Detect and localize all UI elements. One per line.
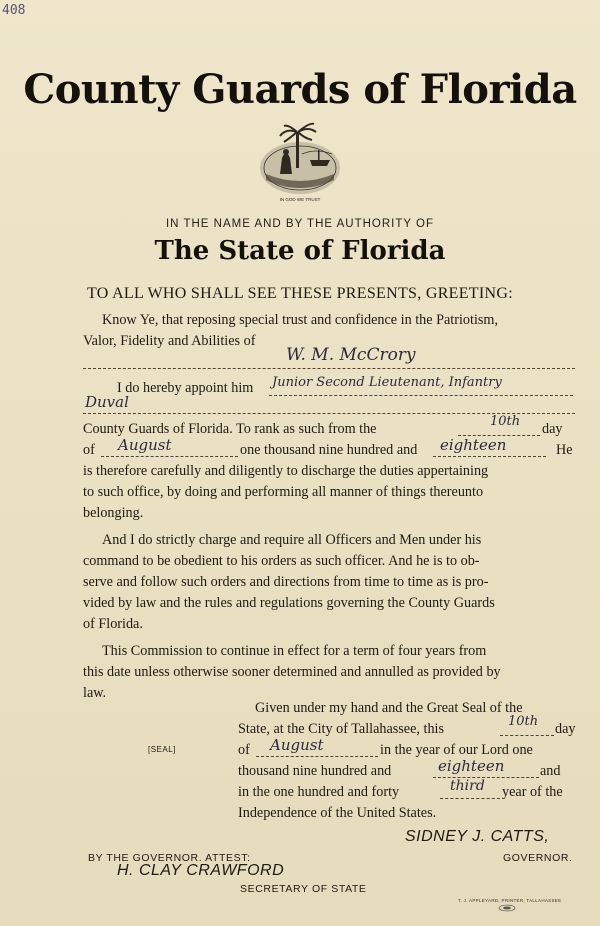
given-ordinal-filled: third xyxy=(450,778,485,794)
county-filled: Duval xyxy=(85,393,129,411)
printer-mark-icon xyxy=(498,904,516,912)
given-year-fill-line xyxy=(433,777,539,778)
para2-line2: command to be obedient to his orders as such officer. And he is to ob- xyxy=(83,553,480,569)
given-line4a: thousand nine hundred and xyxy=(238,763,392,779)
document-title: County Guards of Florida xyxy=(23,66,577,113)
para2-line4: vided by law and the rules and regulations governing the County Guards xyxy=(83,595,495,611)
given-line2b: day xyxy=(555,721,576,737)
given-line6: Independence of the United States. xyxy=(238,805,437,821)
para2-line5: of Florida. xyxy=(83,616,143,632)
rank-fill-line xyxy=(269,395,573,396)
para3-line3: law. xyxy=(83,685,107,701)
given-line1: Given under my hand and the Great Seal of the xyxy=(255,700,523,716)
seal-label: [SEAL] xyxy=(148,745,176,754)
given-line5a: in the one hundred and forty xyxy=(238,784,400,800)
secretary-title: SECRETARY OF STATE xyxy=(240,883,367,895)
printer-imprint: T. J. APPLEYARD, PRINTER, TALLAHASSEE xyxy=(458,898,562,903)
seal-motto: IN GOD WE TRUST xyxy=(279,197,321,202)
state-seal-vignette xyxy=(258,118,342,204)
rank-filled: Junior Second Lieutenant, Infantry xyxy=(272,375,502,390)
given-line5b: year of the xyxy=(502,784,563,800)
appoint-line4a: County Guards of Florida. To rank as such from the xyxy=(83,421,377,437)
appoint-line5b: one thousand nine hundred and xyxy=(240,442,418,458)
para1-line1: Know Ye, that reposing special trust and confidence in the Patriotism, xyxy=(102,312,498,328)
given-line2a: State, at the City of Tallahassee, this xyxy=(238,721,444,737)
given-line3b: in the year of our Lord one xyxy=(380,742,533,758)
appoint-line4b: day xyxy=(542,421,563,437)
para3-line1: This Commission to continue in effect for a term of four years from xyxy=(102,643,487,659)
appoint-line7: to such office, by doing and performing all manner of things thereunto xyxy=(83,484,484,500)
page-number: 408 xyxy=(2,3,26,18)
year-fill-line xyxy=(433,456,546,457)
governor-name: SIDNEY J. CATTS, xyxy=(405,828,550,845)
state-line: The State of Florida xyxy=(154,236,446,266)
para2-line3: serve and follow such orders and directions from time to time as is pro- xyxy=(83,574,489,590)
secretary-name: H. CLAY CRAWFORD xyxy=(117,862,285,879)
given-line3a: of xyxy=(238,742,250,758)
appoint-line6: is therefore carefully and diligently to discharge the duties appertaining xyxy=(83,463,489,479)
para3-line2: this date unless otherwise sooner determined and annulled as provided by xyxy=(83,664,501,680)
appoint-line5a: of xyxy=(83,442,95,458)
given-month-fill-line xyxy=(256,756,378,757)
para2-line1: And I do strictly charge and require all Officers and Men under his xyxy=(102,532,482,548)
given-ordinal-fill-line xyxy=(440,798,500,799)
para1-line2: Valor, Fidelity and Abilities of xyxy=(83,333,256,349)
name-fill-line xyxy=(83,368,575,369)
given-line4b: and xyxy=(540,763,561,779)
given-day-filled: 10th xyxy=(508,714,539,729)
month-filled: August xyxy=(118,436,172,454)
month-fill-line xyxy=(101,456,238,457)
appoint-line5c: He xyxy=(556,442,573,458)
given-year-filled: eighteen xyxy=(438,757,505,775)
year-filled: eighteen xyxy=(440,436,507,454)
name-filled: W. M. McCrory xyxy=(286,345,416,365)
authority-line: IN THE NAME AND BY THE AUTHORITY OF xyxy=(165,218,435,230)
given-day-fill-line xyxy=(500,735,554,736)
greeting: TO ALL WHO SHALL SEE THESE PRESENTS, GREETING: xyxy=(87,285,513,302)
appoint-line8: belonging. xyxy=(83,505,144,521)
given-month-filled: August xyxy=(270,736,324,754)
day-filled: 10th xyxy=(490,414,521,429)
appoint-prefix: I do hereby appoint him xyxy=(117,380,254,396)
attest-line: BY THE GOVERNOR. ATTEST: xyxy=(88,852,251,864)
governor-title: GOVERNOR. xyxy=(503,852,573,864)
